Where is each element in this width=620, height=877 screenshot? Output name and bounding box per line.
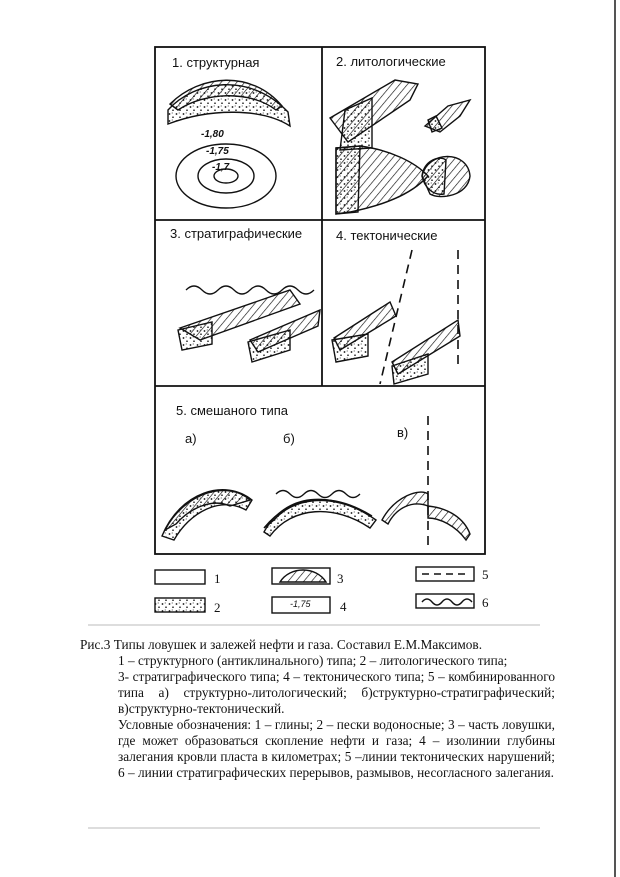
legend-trap-swatch: [272, 568, 330, 584]
legend-clay-swatch: [155, 570, 205, 584]
contour-label-175: -1,75: [206, 146, 229, 157]
panel-2-title: 2. литологические: [336, 54, 446, 69]
legend-isoline-value: -1,75: [290, 599, 311, 609]
panel-5-sub-b: б): [283, 431, 295, 446]
legend-fault-swatch: [416, 567, 474, 581]
panel-5-title: 5. смешаного типа: [176, 403, 288, 418]
legend-number-2: 2: [214, 600, 221, 615]
panel-4-drawing: [332, 250, 460, 384]
legend-number-1: 1: [214, 571, 221, 586]
panel-5-sub-v: в): [397, 425, 409, 440]
panel-3-drawing: [178, 286, 320, 362]
legend-unconformity-swatch: [416, 594, 474, 608]
panel-3-title: 3. стратиграфические: [170, 226, 303, 241]
legend-number-5: 5: [482, 567, 489, 582]
figure-caption: [80, 637, 555, 781]
legend: [155, 567, 474, 613]
panel-4-title: 4. тектонические: [336, 228, 438, 243]
legend-number-6: 6: [482, 595, 489, 610]
caption-title: Рис.3 Типы ловушек и залежей нефти и газа. Составил Е.М.Максимов.: [80, 637, 483, 652]
panel-1-title: 1. структурная: [172, 55, 260, 70]
contour-label-17: -1,7: [212, 162, 230, 173]
panel-1-drawing: [168, 80, 290, 208]
caption-item-2: 3- стратиграфического типа; 4 – тектонического типа; 5 – комбинированного типа а) структурно-литологический; б)структурно-стратиграфический; в)структурно-тектонический.: [118, 669, 555, 716]
legend-number-4: 4: [340, 599, 347, 614]
panel-2-drawing: [330, 80, 470, 214]
caption-item-1: 1 – структурного (антиклинального) типа; 2 – литологического типа;: [118, 653, 508, 668]
legend-number-3: 3: [337, 571, 344, 586]
caption-legend-text: Условные обозначения: 1 – глины; 2 – пески водоносные; 3 – часть ловушки, где может образоваться скопление нефти и газа; 4 – изолинии глубины залегания кровли пласта в километрах; 5 –линии тектонических нарушений; 6 – линии стратиграфических перерывов, размывов, несогласного залегания.: [118, 717, 555, 780]
panel-5-drawing: [162, 416, 470, 550]
page-edge-shadow: [614, 0, 616, 877]
panel-5-sub-a: а): [185, 431, 197, 446]
legend-sand-swatch: [155, 598, 205, 612]
contour-label-180: -1,80: [201, 129, 224, 140]
